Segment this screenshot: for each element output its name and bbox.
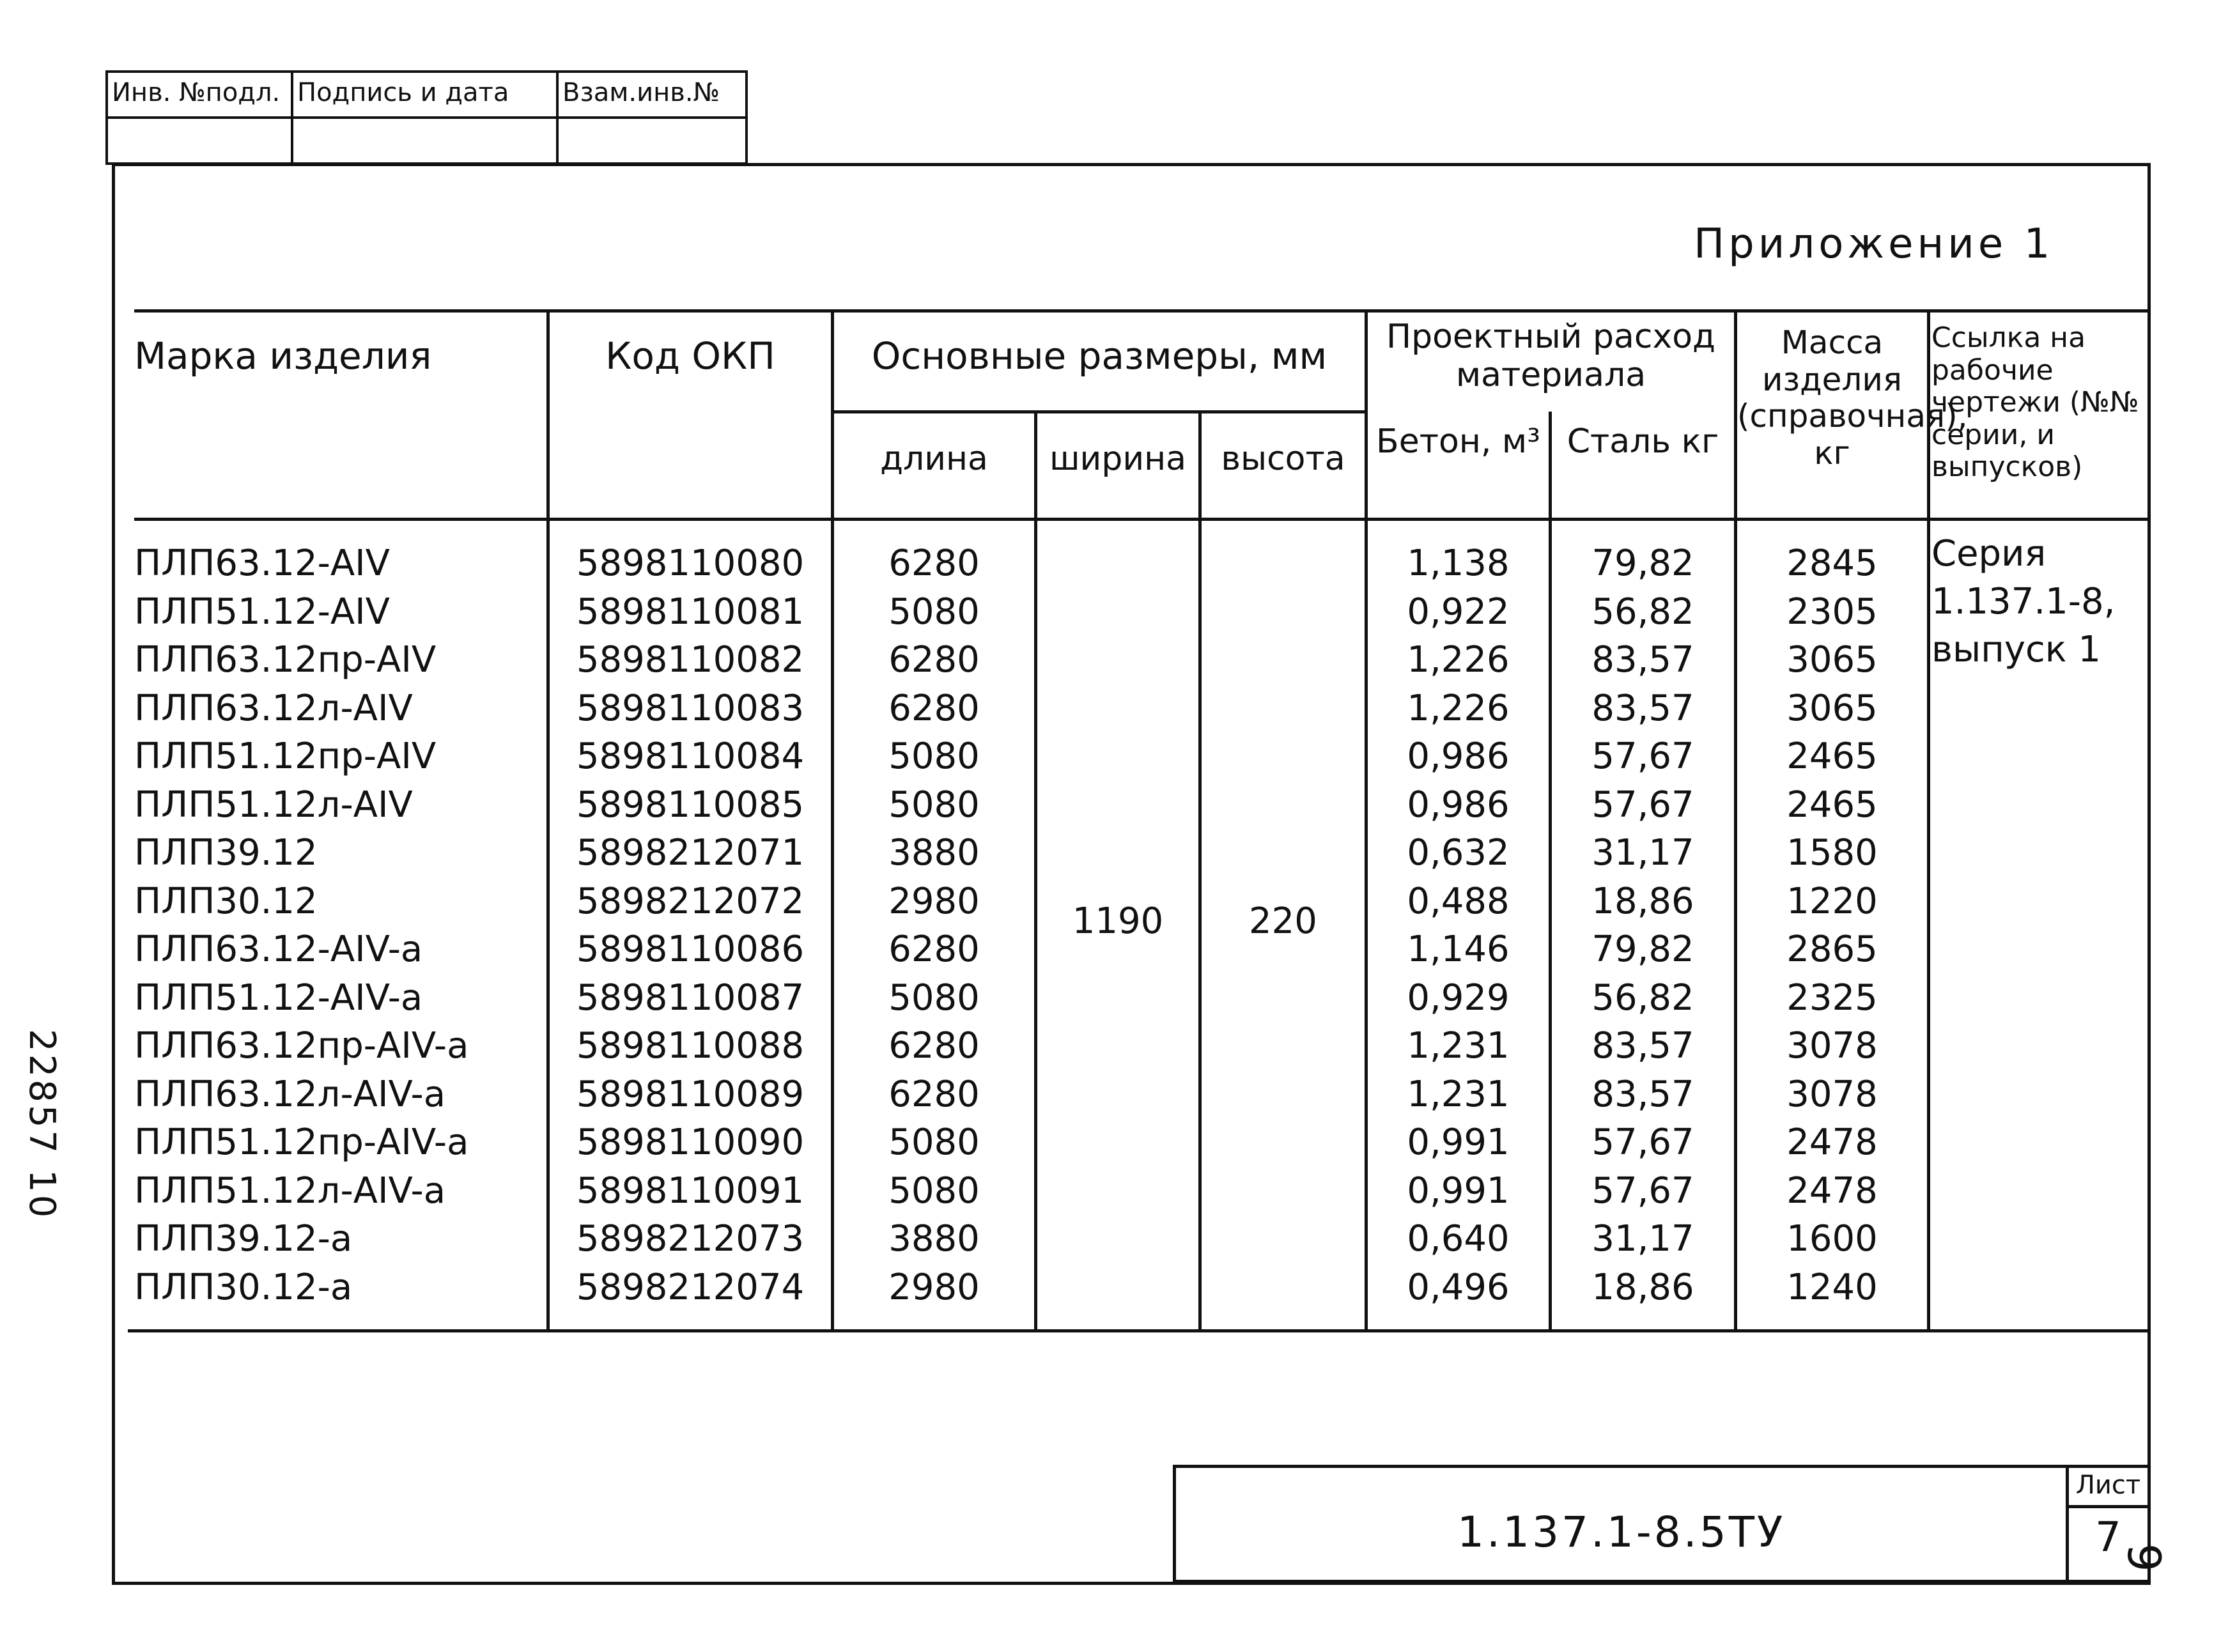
- cell-concrete: 1,231: [1407, 1073, 1510, 1115]
- cell-concrete: 0,991: [1407, 1170, 1510, 1212]
- cell-mark: ПЛП51.12л-AIV-а: [134, 1170, 446, 1212]
- side-note: 22857 10: [21, 1029, 63, 1221]
- page-number: 9: [2117, 1543, 2170, 1572]
- cell-code: 5898110084: [576, 736, 805, 777]
- col-divider-8: [1927, 309, 1930, 1332]
- title-block: [1173, 1465, 2151, 1583]
- header-reference: Ссылка на рабочие чертежи (№№ серии, и выпусков): [1931, 321, 2139, 484]
- cell-length: 6280: [888, 1025, 980, 1067]
- cell-length: 5080: [888, 977, 980, 1019]
- sheet-divider: [2069, 1505, 2147, 1508]
- cell-code: 5898110090: [576, 1122, 805, 1163]
- cell-mass: 3078: [1786, 1025, 1878, 1067]
- cell-mark: ПЛП39.12: [134, 832, 318, 874]
- stamp-divider: [108, 116, 745, 119]
- cell-length: 5080: [888, 1122, 980, 1163]
- stamp-label-inv: Инв. №подл.: [112, 78, 281, 107]
- header-bottom-rule: [134, 518, 2147, 521]
- appendix-title: Приложение 1: [1694, 220, 2054, 268]
- shared-height-value: 220: [1249, 900, 1317, 942]
- cell-length: 5080: [888, 1170, 980, 1212]
- cell-length: 6280: [888, 543, 980, 584]
- cell-code: 5898110089: [576, 1073, 805, 1115]
- cell-length: 3880: [888, 832, 980, 874]
- header-mass: Масса изделия (справочная), кг: [1737, 324, 1968, 472]
- cell-length: 2980: [888, 1266, 980, 1308]
- col-divider-3: [1034, 412, 1037, 1332]
- header-dimensions: Основные размеры, мм: [871, 334, 1327, 378]
- cell-concrete: 1,226: [1407, 639, 1510, 681]
- cell-concrete: 1,138: [1407, 543, 1510, 584]
- cell-steel: 57,67: [1591, 736, 1694, 777]
- cell-steel: 83,57: [1591, 1073, 1694, 1115]
- sheet-number: 7: [2095, 1514, 2121, 1561]
- cell-code: 5898212074: [576, 1266, 805, 1308]
- cell-steel: 57,67: [1591, 784, 1694, 826]
- cell-mass: 2845: [1786, 543, 1878, 584]
- cell-mark: ПЛП51.12пр-AIV: [134, 736, 437, 777]
- cell-concrete: 0,986: [1407, 736, 1510, 777]
- cell-code: 5898110082: [576, 639, 805, 681]
- cell-length: 6280: [888, 929, 980, 970]
- cell-mass: 2465: [1786, 736, 1878, 777]
- cell-length: 5080: [888, 736, 980, 777]
- cell-mass: 1600: [1786, 1218, 1878, 1260]
- cell-steel: 18,86: [1591, 1266, 1694, 1308]
- cell-mass: 1220: [1786, 880, 1878, 922]
- approval-stamp: [105, 70, 748, 165]
- cell-concrete: 1,146: [1407, 929, 1510, 970]
- cell-code: 5898212073: [576, 1218, 805, 1260]
- cell-mass: 3078: [1786, 1073, 1878, 1115]
- header-concrete: Бетон, м³: [1376, 422, 1540, 461]
- cell-code: 5898110085: [576, 784, 805, 826]
- cell-mark: ПЛП39.12-а: [134, 1218, 353, 1260]
- cell-mark: ПЛП51.12л-AIV: [134, 784, 413, 826]
- cell-code: 5898110087: [576, 977, 805, 1019]
- cell-length: 6280: [888, 1073, 980, 1115]
- cell-mass: 2478: [1786, 1122, 1878, 1163]
- cell-mark: ПЛП51.12пр-AIV-а: [134, 1122, 469, 1163]
- cell-mark: ПЛП63.12л-AIV: [134, 687, 413, 729]
- cell-mass: 2325: [1786, 977, 1878, 1019]
- header-steel: Сталь кг: [1567, 422, 1719, 461]
- header-code: Код ОКП: [605, 334, 775, 378]
- cell-steel: 79,82: [1591, 929, 1694, 970]
- sheet-label: Лист: [2075, 1471, 2141, 1500]
- cell-code: 5898110088: [576, 1025, 805, 1067]
- cell-concrete: 0,496: [1407, 1266, 1510, 1308]
- cell-steel: 31,17: [1591, 1218, 1694, 1260]
- cell-mark: ПЛП51.12-AIV: [134, 591, 390, 633]
- cell-mark: ПЛП30.12-а: [134, 1266, 353, 1308]
- reference-line-2: 1.137.1-8,: [1931, 581, 2116, 622]
- cell-mark: ПЛП63.12-AIV: [134, 543, 390, 584]
- header-length: длина: [880, 440, 988, 478]
- cell-length: 3880: [888, 1218, 980, 1260]
- cell-steel: 83,57: [1591, 639, 1694, 681]
- header-mark: Марка изделия: [134, 334, 432, 378]
- cell-length: 6280: [888, 639, 980, 681]
- product-table: [134, 309, 2147, 1332]
- dims-subheader-rule: [831, 410, 1368, 413]
- cell-mass: 3065: [1786, 639, 1878, 681]
- cell-concrete: 1,231: [1407, 1025, 1510, 1067]
- cell-length: 2980: [888, 880, 980, 922]
- cell-steel: 56,82: [1591, 977, 1694, 1019]
- header-material: Проектный расход материала: [1386, 318, 1715, 394]
- cell-mark: ПЛП63.12пр-AIV: [134, 639, 437, 681]
- cell-steel: 56,82: [1591, 591, 1694, 633]
- cell-steel: 57,67: [1591, 1122, 1694, 1163]
- cell-code: 5898110086: [576, 929, 805, 970]
- cell-steel: 18,86: [1591, 880, 1694, 922]
- cell-mass: 1240: [1786, 1266, 1878, 1308]
- table-top-rule: [134, 309, 2147, 313]
- cell-steel: 31,17: [1591, 832, 1694, 874]
- cell-concrete: 0,991: [1407, 1122, 1510, 1163]
- cell-mass: 3065: [1786, 687, 1878, 729]
- shared-width-value: 1190: [1072, 900, 1164, 942]
- col-divider-4: [1198, 412, 1202, 1332]
- cell-mass: 2465: [1786, 784, 1878, 826]
- cell-length: 5080: [888, 784, 980, 826]
- cell-mass: 1580: [1786, 832, 1878, 874]
- cell-code: 5898110081: [576, 591, 805, 633]
- cell-code: 5898212071: [576, 832, 805, 874]
- header-width: ширина: [1049, 440, 1187, 478]
- cell-mass: 2478: [1786, 1170, 1878, 1212]
- cell-concrete: 0,640: [1407, 1218, 1510, 1260]
- document-code: 1.137.1-8.5ТУ: [1457, 1508, 1786, 1557]
- cell-concrete: 0,632: [1407, 832, 1510, 874]
- cell-steel: 79,82: [1591, 543, 1694, 584]
- cell-length: 6280: [888, 687, 980, 729]
- cell-mark: ПЛП63.12-AIV-а: [134, 929, 423, 970]
- cell-concrete: 0,922: [1407, 591, 1510, 633]
- cell-mark: ПЛП63.12л-AIV-а: [134, 1073, 446, 1115]
- cell-mass: 2865: [1786, 929, 1878, 970]
- cell-code: 5898110080: [576, 543, 805, 584]
- cell-mark: ПЛП63.12пр-AIV-а: [134, 1025, 469, 1067]
- cell-length: 5080: [888, 591, 980, 633]
- cell-mark: ПЛП30.12: [134, 880, 318, 922]
- stamp-label-replace: Взам.инв.№: [562, 78, 720, 107]
- cell-concrete: 0,986: [1407, 784, 1510, 826]
- cell-code: 5898110091: [576, 1170, 805, 1212]
- header-height: высота: [1221, 440, 1345, 478]
- cell-mark: ПЛП51.12-AIV-а: [134, 977, 423, 1019]
- cell-steel: 57,67: [1591, 1170, 1694, 1212]
- cell-concrete: 0,929: [1407, 977, 1510, 1019]
- reference-line-1: Серия: [1931, 533, 2047, 575]
- cell-code: 5898110083: [576, 687, 805, 729]
- stamp-label-signature: Подпись и дата: [297, 78, 509, 107]
- reference-line-3: выпуск 1: [1931, 629, 2101, 670]
- cell-code: 5898212072: [576, 880, 805, 922]
- cell-steel: 83,57: [1591, 687, 1694, 729]
- cell-concrete: 1,226: [1407, 687, 1510, 729]
- cell-concrete: 0,488: [1407, 880, 1510, 922]
- cell-mass: 2305: [1786, 591, 1878, 633]
- table-bottom-rule: [128, 1329, 2147, 1332]
- cell-steel: 83,57: [1591, 1025, 1694, 1067]
